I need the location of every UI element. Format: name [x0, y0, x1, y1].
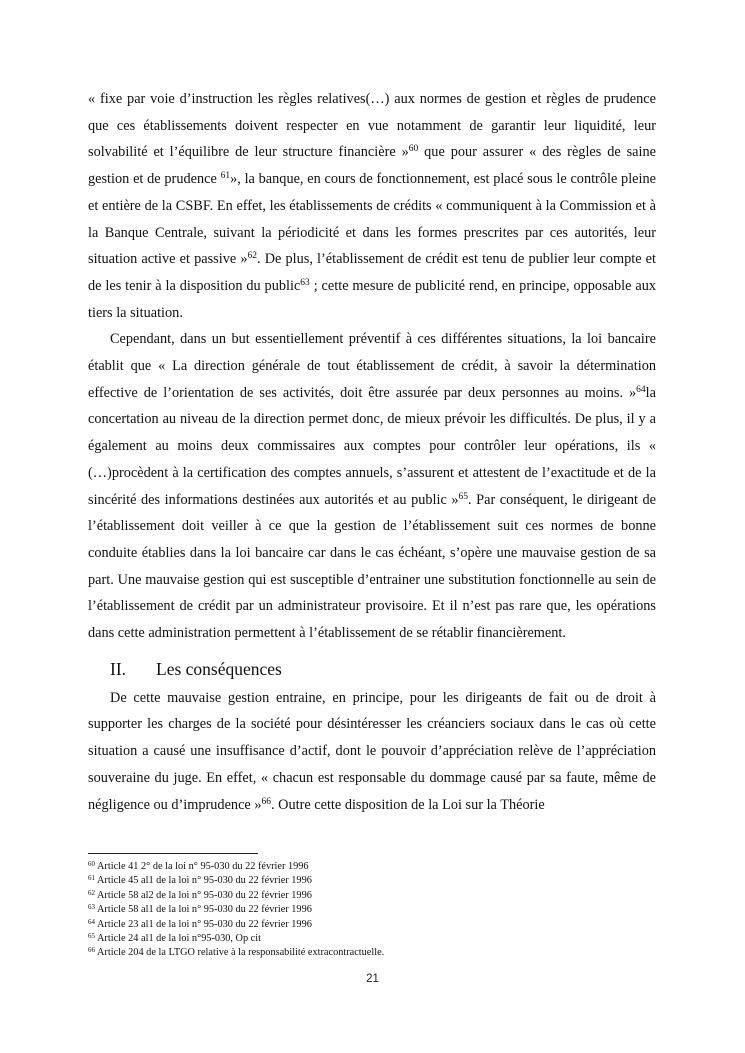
paragraph-text: . Outre cette disposition de la Loi sur la Théorie: [270, 796, 545, 813]
footnote-number: 64: [88, 917, 95, 926]
paragraph-text: Cependant, dans un but essentiellement préventif à ces différentes situations, la loi bancaire établit que « La direction générale de tout établissement de crédit, à savoir la détermination effective de l’orientation de ses activités, doit être assurée par deux personnes au moins. »: [88, 331, 656, 401]
footnote-text: Article 23 al1 de la loi n° 95-030 du 22 février 1996: [97, 918, 312, 930]
paragraph-text: « fixe par voie d’instruction les règles relatives(…) aux normes de gestion et règles de prudence que ces établissements doivent respecter en vue notamment de garantir leur liquidité, leur solvabilité et l’équilibre de leur structure financière »: [88, 91, 656, 161]
footnote-61: [88, 874, 656, 888]
paragraph-prevention: [88, 326, 656, 646]
paragraph-text: la concertation au niveau de la direction permet donc, de mieux prévoir les difficultés. De plus, il y a également au moins deux commissaires aux comptes pour contrôler leur opérations, ils « (…)procèdent à la certification des comptes annuels, s’assurent et attestent de l’exactitude et de la sincérité des informations destinées aux autorités et au public »: [88, 384, 656, 508]
footnote-number: 65: [88, 932, 95, 941]
footnote-ref[interactable]: 60: [408, 144, 419, 155]
footnote-number: 63: [88, 903, 95, 912]
footnote-text: Article 24 al1 de la loi n°95-030, Op cit: [97, 933, 261, 945]
footnote-62: [88, 889, 656, 903]
footnote-ref[interactable]: 66: [261, 796, 271, 807]
page-body: [88, 86, 656, 818]
paragraph-text: . Par conséquent, le dirigeant de l’établissement doit veiller à ce que la gestion de l’établissement suit ces normes de bonne conduite établies dans la loi bancaire car dans le cas échéant, s’opère une mauvaise gestion de sa part. Une mauvaise gestion qui est susceptible d’entrainer une substitution fonctionnelle au sein de l’établissement de crédit par un administrateur provisoire. Et il n’est pas rare que, les opérations dans cette administration permettent à l’établissement de se rétablir financièrement.: [88, 491, 656, 642]
paragraph-text: ; cette mesure de publicité rend, en principe, opposable aux tiers la situation.: [88, 277, 656, 321]
footnote-text: Article 41 2° de la loi n° 95-030 du 22 février 1996: [97, 861, 309, 872]
paragraph-text: », la banque, en cours de fonctionnement, est placé sous le contrôle pleine et entière de la CSBF. En effet, les établissements de crédits « communiquent à la Commission et à la Banque Centrale, suivant la périodicité et dans les formes prescrites par ces autorités, leur situation active et passive »: [88, 171, 656, 268]
footnote-number: 66: [88, 946, 95, 955]
section-title: Les conséquences: [156, 658, 282, 679]
footnote-65: [88, 932, 656, 946]
footnotes: [88, 860, 656, 961]
footnote-ref[interactable]: 64: [636, 384, 646, 395]
footnote-text: Article 45 al1 de la loi n° 95-030 du 22 février 1996: [97, 875, 312, 887]
footnote-ref[interactable]: 63: [300, 277, 310, 288]
paragraph-consequences: [88, 685, 656, 819]
footnote-text: Article 204 de la LTGO relative à la responsabilité extracontractuelle.: [97, 947, 385, 959]
footnote-number: 60: [88, 860, 95, 868]
footnote-63: [88, 903, 656, 917]
footnote-separator: [88, 853, 258, 854]
paragraph-text: que pour assurer « des règles de saine gestion et de prudence: [88, 144, 656, 188]
section-heading: [110, 656, 656, 682]
footnote-60: [88, 860, 656, 874]
paragraph-intro: [88, 86, 656, 326]
footnote-ref[interactable]: 65: [458, 491, 469, 502]
footnote-number: 61: [88, 874, 95, 883]
footnote-ref[interactable]: 61: [220, 171, 231, 182]
footnote-ref[interactable]: 62: [247, 251, 257, 262]
paragraph-text: . De plus, l’établissement de crédit est tenu de publier leur compte et de les tenir à la disposition du public: [88, 251, 656, 294]
footnote-text: Article 58 al2 de la loi n° 95-030 du 22 février 1996: [97, 889, 312, 901]
section-number: II.: [110, 658, 127, 679]
page-number: 21: [366, 973, 379, 985]
footnote-66: [88, 946, 656, 960]
footnote-64: [88, 918, 656, 932]
footnote-text: Article 58 al1 de la loi n° 95-030 du 22 février 1996: [97, 904, 312, 916]
footnote-number: 62: [88, 888, 95, 897]
paragraph-text: De cette mauvaise gestion entraine, en principe, pour les dirigeants de fait ou de droit à supporter les charges de la société pour désintéresser les créanciers sociaux dans le cas où cette situation a causé une insuffisance d’actif, dont le pouvoir d’appréciation relève de l’appréciation souveraine du juge. En effet, « chacun est responsable du dommage causé par sa faute, même de négligence ou d’imprudence »: [88, 689, 656, 813]
